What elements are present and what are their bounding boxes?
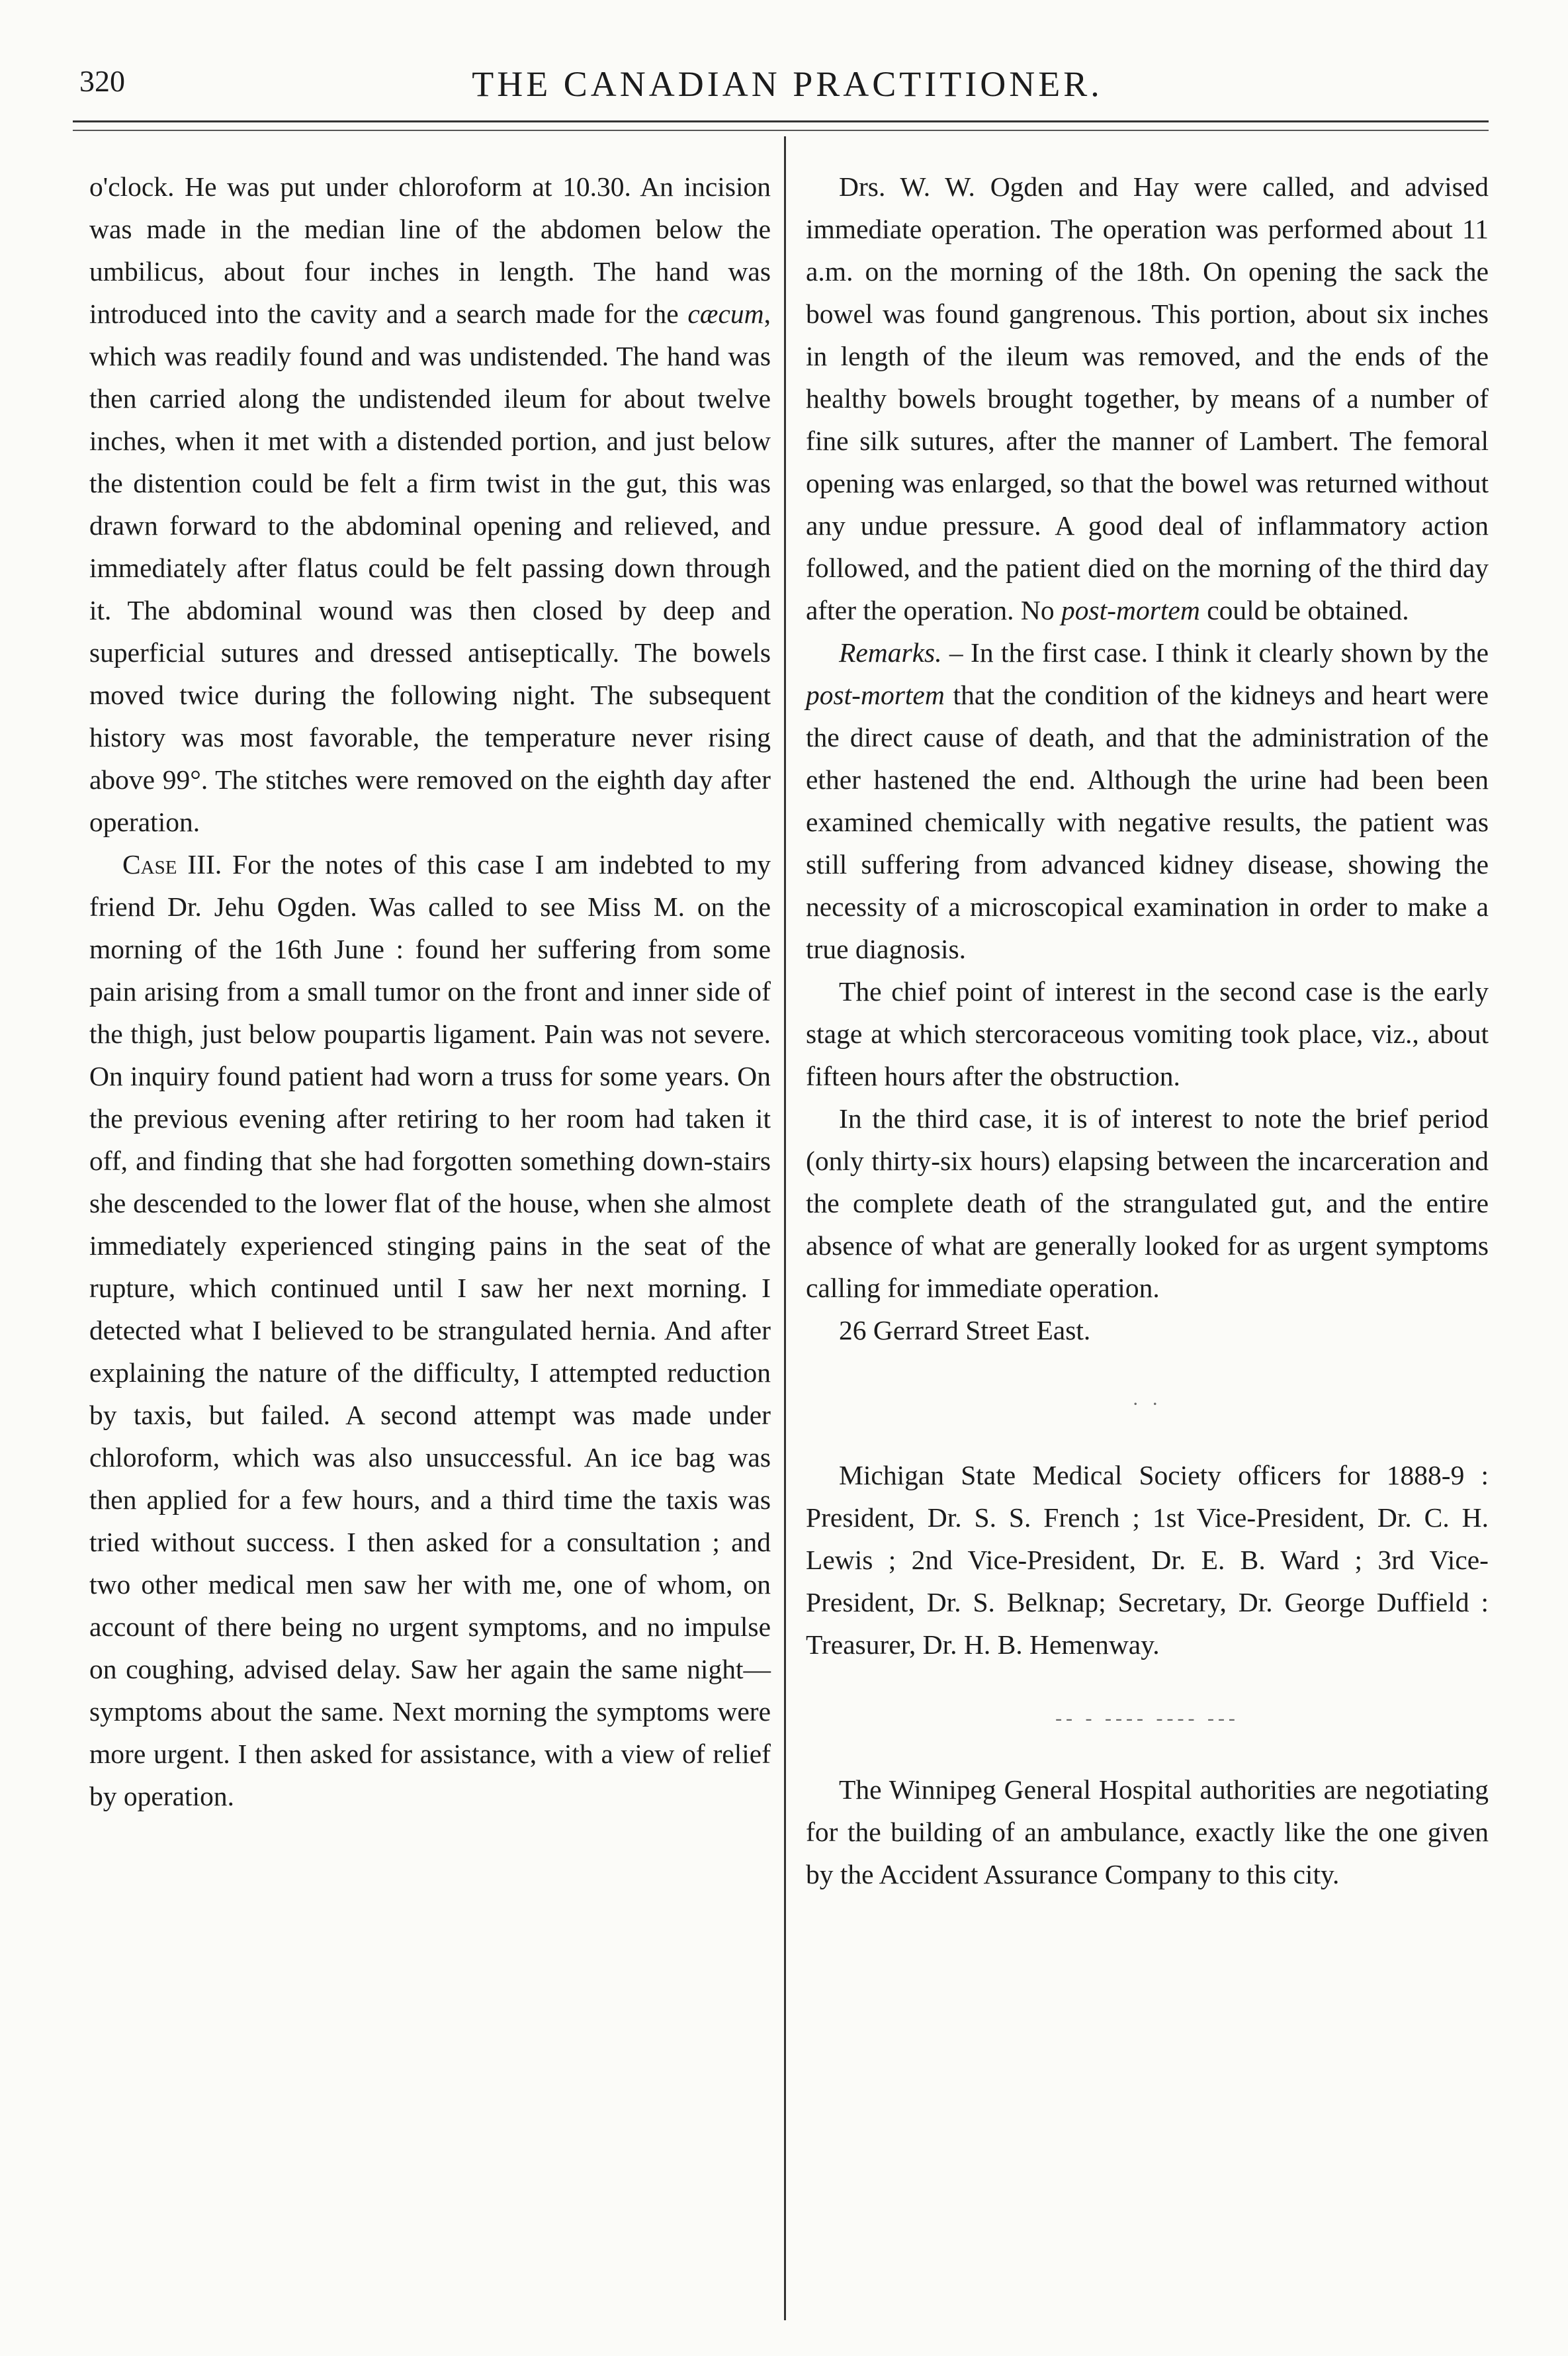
header-rule bbox=[73, 120, 1489, 122]
notice-michigan-society: Michigan State Medical Society officers for 1888-9 : President, Dr. S. S. French ; 1st Vice-President, Dr. C. H. Lewis ; 2nd Vice-President, Dr. E. B. Ward ; 3rd Vice-President, Dr. S. Belknap; Secretary, Dr. George Duffield : Treasurer, Dr. H. B. Hemenway. bbox=[806, 1460, 1489, 1660]
journal-title: THE CANADIAN PRACTITIONER. bbox=[472, 64, 1103, 104]
right-column bbox=[806, 165, 1489, 1895]
page-number: 320 bbox=[79, 64, 125, 98]
section-ornament: · · bbox=[1132, 1393, 1162, 1415]
notice-winnipeg-hospital: The Winnipeg General Hospital authorities are negotiating for the building of an ambulance, exactly like the one given by the Accident Assurance Company to this city. bbox=[806, 1774, 1489, 1889]
right-paragraph-4: In the third case, it is of interest to note the brief period (only thirty-six hours) elapsing between the incarceration and the complete death of the strangulated gut, and the entire absence of what are generally looked for as urgent symptoms calling for immediate operation. bbox=[806, 1103, 1489, 1303]
left-paragraph-1: o'clock. He was put under chloroform at 10.30. An incision was made in the median line of the abdomen below the umbilicus, about four inches in length. The hand was introduced into the cavity and a search made for the cæcum, which was readily found and was undistended. The hand was then carried along the undistended ileum for about twelve inches, when it met with a distended portion, and just below the distention could be felt a firm twist in the gut, this was drawn forward to the abdominal opening and relieved, and immediately after flatus could be felt passing down through it. The abdominal wound was then closed by deep and superficial sutures and dressed antiseptically. The bowels moved twice during the following night. The subsequent history was most favorable, the temperature never rising above 99°. The stitches were removed on the eighth day after operation. bbox=[89, 171, 771, 837]
page-header bbox=[79, 64, 1495, 103]
left-paragraph-case-iii: Case III. For the notes of this case I am indebted to my friend Dr. Jehu Ogden. Was called to see Miss M. on the morning of the 16th June : found her suffering from some pain arising from a small tumor on the front and inner side of the thigh, just below poupartis ligament. Pain was not severe. On inquiry found patient had worn a truss for some years. On the previous evening after retiring to her room had taken it off, and finding that she had forgotten something down-stairs she descended to the lower flat of the house, when she almost immediately experienced stinging pains in the seat of the rupture, which continued until I saw her next morning. I detected what I believed to be strangulated hernia. And after explaining the nature of the difficulty, I attempted reduction by taxis, but failed. A second attempt was made under chloroform, which was also unsuccessful. An ice bag was then applied for a few hours, and a third time the taxis was tried without success. I then asked for a consultation ; and two other medical men saw her with me, one of whom, on account of there being no urgent symptoms, and no impulse on coughing, advised delay. Saw her again the same night—symptoms about the same. Next morning the symptoms were more urgent. I then asked for assistance, with a view of relief by operation. bbox=[89, 849, 771, 1811]
column-divider bbox=[784, 136, 786, 2320]
section-ornament: -- - ---- ---- --- bbox=[1055, 1707, 1239, 1729]
header-rule-secondary bbox=[73, 130, 1489, 131]
right-paragraph-1: Drs. W. W. Ogden and Hay were called, and advised immediate operation. The operation was performed about 11 a.m. on the morning of the 18th. On opening the sack the bowel was found gangrenous. This portion, about six inches in length of the ileum was removed, and the ends of the healthy bowels brought together, by means of a number of fine silk sutures, after the manner of Lambert. The femoral opening was enlarged, so that the bowel was returned without any undue pressure. A good deal of inflammatory action followed, and the patient died on the morning of the third day after the operation. No post-mortem could be obtained. bbox=[806, 171, 1489, 625]
author-address: 26 Gerrard Street East. bbox=[839, 1315, 1091, 1345]
italic-term: post-mortem bbox=[1061, 595, 1200, 625]
case-label: Case III. bbox=[122, 849, 222, 880]
remarks-paragraph: Remarks. – In the first case. I think it clearly shown by the post-mortem that the condition of the kidneys and heart were the direct cause of death, and that the administration of the ether hastened the end. Although the urine had been been examined chemically with negative results, the patient was still suffering from advanced kidney disease, showing the necessity of a microscopical examination in order to make a true diagnosis. bbox=[806, 637, 1489, 964]
left-column bbox=[89, 165, 771, 1817]
remarks-label: Remarks. bbox=[839, 637, 942, 668]
right-paragraph-3: The chief point of interest in the second case is the early stage at which stercoraceous vomiting took place, viz., about fifteen hours after the obstruction. bbox=[806, 976, 1489, 1091]
italic-term: cæcum bbox=[687, 298, 764, 329]
italic-term: post-mortem bbox=[806, 680, 945, 710]
